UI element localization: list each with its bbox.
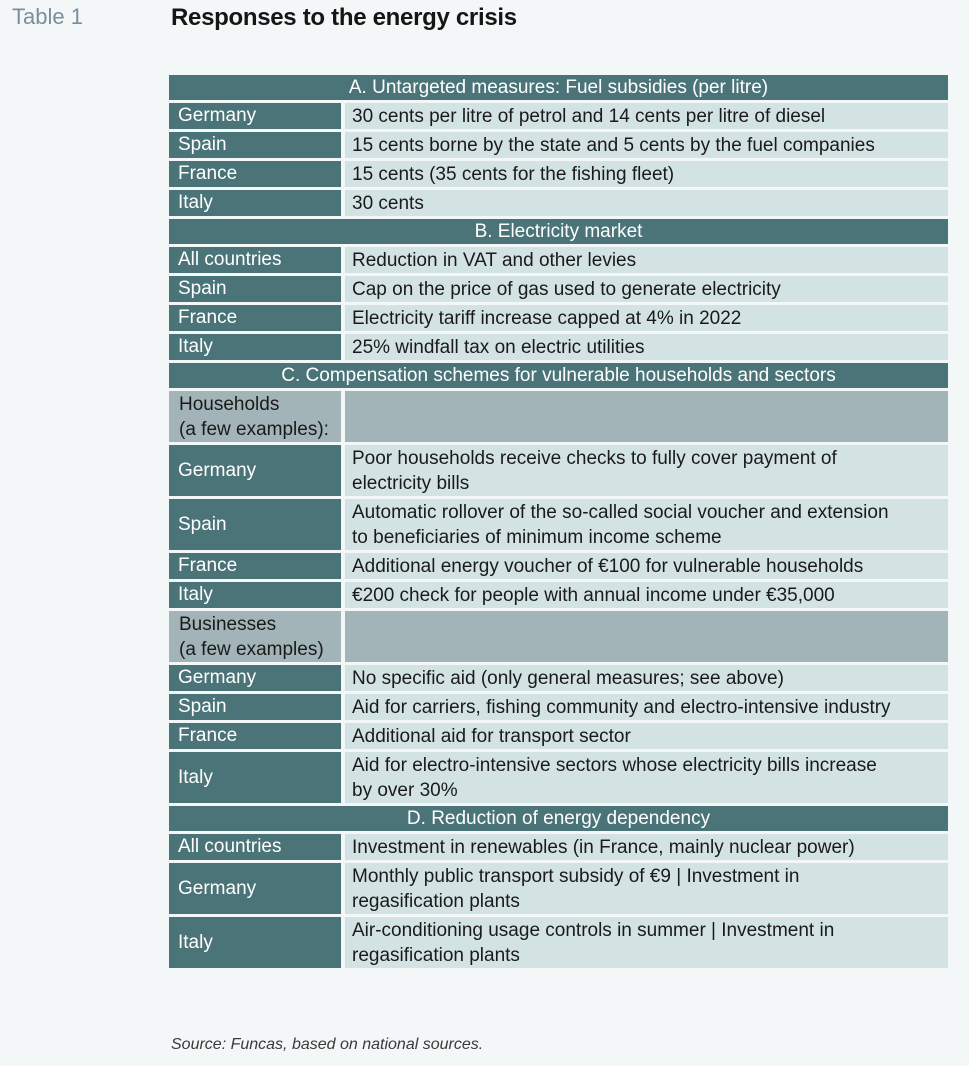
subgroup-blank	[345, 611, 948, 662]
measure-cell	[345, 445, 948, 496]
measure-cell: Electricity tariff increase capped at 4% in 2022	[345, 305, 948, 331]
measure-cell: No specific aid (only general measures; see above)	[345, 665, 948, 691]
country-cell: Italy	[169, 334, 341, 360]
cell-line: Businesses	[179, 613, 277, 635]
country-cell: France	[169, 723, 341, 749]
table-row	[169, 132, 948, 158]
subgroup-row	[169, 391, 948, 442]
cell-line: regasification plants	[352, 944, 520, 966]
country-cell: Italy	[169, 752, 341, 803]
table-row	[169, 863, 948, 914]
subgroup-label	[169, 391, 341, 442]
measure-cell: €200 check for people with annual income under €35,000	[345, 582, 948, 608]
page-title: Responses to the energy crisis	[171, 4, 517, 31]
table-row	[169, 445, 948, 496]
measure-cell: 30 cents	[345, 190, 948, 216]
country-cell: Germany	[169, 103, 341, 129]
source-note: Source: Funcas, based on national sources.	[171, 1036, 484, 1053]
table-row	[169, 723, 948, 749]
country-cell: Germany	[169, 665, 341, 691]
table-row	[169, 499, 948, 550]
country-cell: Spain	[169, 694, 341, 720]
table-row	[169, 305, 948, 331]
table-row	[169, 190, 948, 216]
measure-cell	[345, 863, 948, 914]
cell-line: electricity bills	[352, 472, 470, 494]
country-cell: Italy	[169, 582, 341, 608]
section-header: D. Reduction of energy dependency	[169, 806, 948, 831]
subgroup-blank	[345, 391, 948, 442]
table-row	[169, 276, 948, 302]
cell-line: (a few examples)	[179, 638, 324, 660]
measures-table	[169, 75, 948, 971]
cell-line: Poor households receive checks to fully cover payment of	[352, 447, 837, 469]
cell-line: to beneficiaries of minimum income scheme	[352, 526, 722, 548]
section-header: C. Compensation schemes for vulnerable households and sectors	[169, 363, 948, 388]
table-row	[169, 103, 948, 129]
country-cell: France	[169, 305, 341, 331]
table-row	[169, 247, 948, 273]
country-cell: France	[169, 161, 341, 187]
cell-line: Air-conditioning usage controls in summer | Investment in	[352, 919, 835, 941]
country-cell: Germany	[169, 863, 341, 914]
table-row	[169, 694, 948, 720]
table-number: Table 1	[12, 4, 83, 29]
country-cell: France	[169, 553, 341, 579]
measure-cell	[345, 499, 948, 550]
cell-line: Automatic rollover of the so-called social voucher and extension	[352, 501, 889, 523]
section-header: B. Electricity market	[169, 219, 948, 244]
cell-line: (a few examples):	[179, 418, 329, 440]
table-row	[169, 917, 948, 968]
measure-cell: Cap on the price of gas used to generate electricity	[345, 276, 948, 302]
table-row	[169, 161, 948, 187]
cell-line: Aid for electro-intensive sectors whose electricity bills increase	[352, 754, 877, 776]
measure-cell: Additional energy voucher of €100 for vulnerable households	[345, 553, 948, 579]
cell-line: regasification plants	[352, 890, 520, 912]
measure-cell: Additional aid for transport sector	[345, 723, 948, 749]
country-cell: Italy	[169, 917, 341, 968]
country-cell: All countries	[169, 247, 341, 273]
measure-cell	[345, 917, 948, 968]
table-row	[169, 665, 948, 691]
measure-cell: 15 cents (35 cents for the fishing fleet)	[345, 161, 948, 187]
country-cell: Italy	[169, 190, 341, 216]
measure-cell: 30 cents per litre of petrol and 14 cents per litre of diesel	[345, 103, 948, 129]
table-row	[169, 582, 948, 608]
table-row	[169, 752, 948, 803]
measure-cell: Investment in renewables (in France, mainly nuclear power)	[345, 834, 948, 860]
measure-cell: Reduction in VAT and other levies	[345, 247, 948, 273]
table-row	[169, 553, 948, 579]
country-cell: Spain	[169, 499, 341, 550]
cell-line: by over 30%	[352, 779, 458, 801]
measure-cell: 25% windfall tax on electric utilities	[345, 334, 948, 360]
cell-line: Monthly public transport subsidy of €9 | Investment in	[352, 865, 800, 887]
measure-cell: Aid for carriers, fishing community and electro-intensive industry	[345, 694, 948, 720]
subgroup-label	[169, 611, 341, 662]
table-row	[169, 334, 948, 360]
country-cell: Spain	[169, 276, 341, 302]
table-row	[169, 834, 948, 860]
country-cell: Germany	[169, 445, 341, 496]
cell-line: Households	[179, 393, 280, 415]
country-cell: All countries	[169, 834, 341, 860]
country-cell: Spain	[169, 132, 341, 158]
subgroup-row	[169, 611, 948, 662]
measure-cell: 15 cents borne by the state and 5 cents by the fuel companies	[345, 132, 948, 158]
section-header: A. Untargeted measures: Fuel subsidies (per litre)	[169, 75, 948, 100]
measure-cell	[345, 752, 948, 803]
